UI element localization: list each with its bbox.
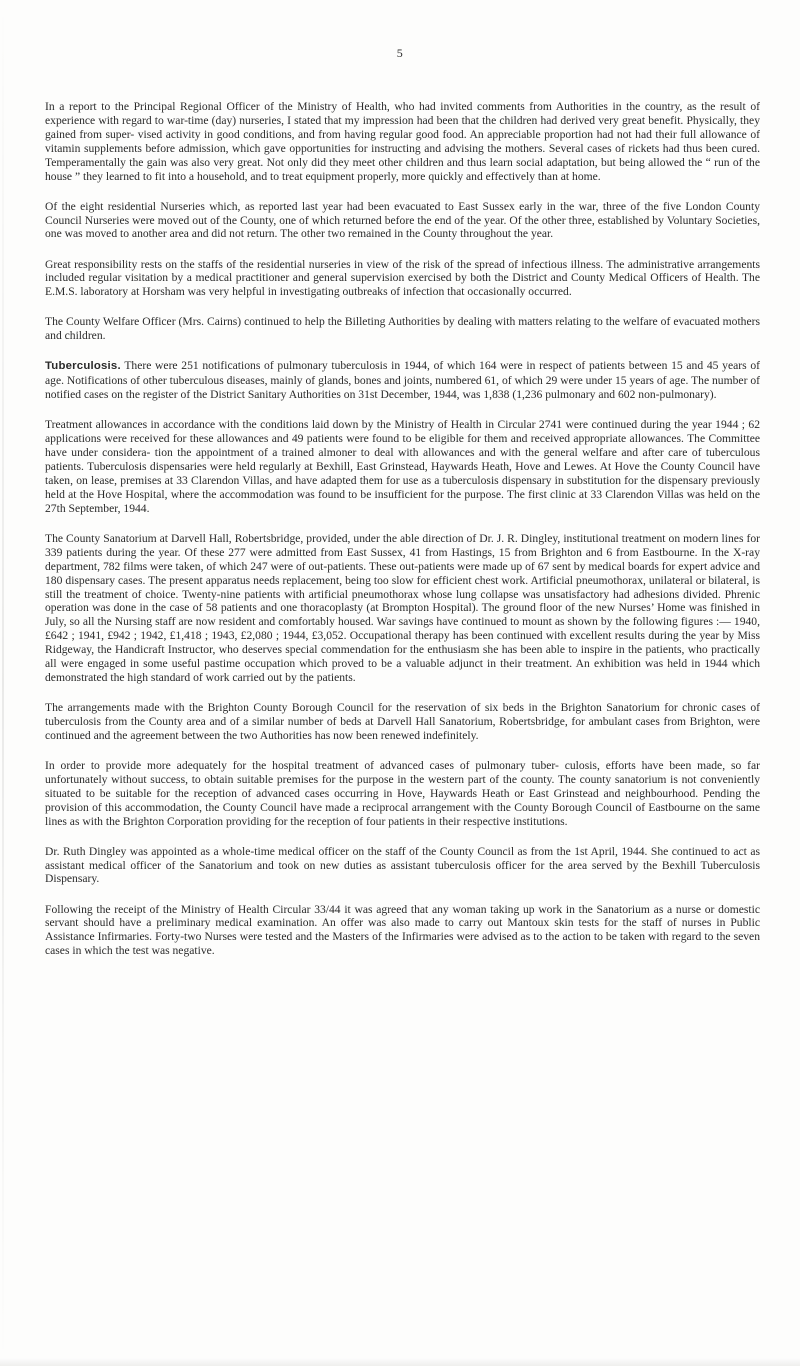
section-heading-tuberculosis: Tuberculosis. <box>45 360 121 373</box>
paragraph-circular-33-44: Following the receipt of the Ministry of Health Circular 33/44 it was agreed that any woman taking up work in the Sanatorium as a nurse or domestic servant should have a preliminary medical examination. An offer was also made to carry out Mantoux skin tests for the staff of nurses in Public Assistance Infirmaries. Forty-two Nurses were tested and the Masters of the Infirmaries were advised as to the action to be taken with regard to the seven cases in which the test was negative. <box>45 902 760 958</box>
paragraph-brighton-arrangements: The arrangements made with the Brighton County Borough Council for the reservation of six beds in the Brighton Sanatorium for chronic cases of tuberculosis from the County area and of a similar number of beds at Darvell Hall Sanatorium, Robertsbridge, for ambulant cases from Brighton, were continued and the agreement between the two Authorities has now been renewed indefinitely. <box>45 701 760 742</box>
scan-bottom-shadow <box>0 1358 800 1366</box>
page-number: 5 <box>396 46 404 60</box>
paragraph-tuberculosis-text: There were 251 notifications of pulmonary tuberculosis in 1944, of which 164 were in respect of patients between 15 and 45 years of age. Notifications of other tuberculous diseases, mainly of glands, bones and joints, numbered 61, of which 29 were under 15 years of age. The number of notified cases on the register of the District Sanitary Authorities on 31st December, 1944, was 1,838 (1,236 pulmonary and 602 non-pulmonary). <box>45 359 760 402</box>
paragraph-infectious-illness: Great responsibility rests on the staffs of the residential nurseries in view of the risk of the spread of infectious illness. The administrative arrangements included regular visitation by a medical practitioner and general supervision exercised by both the District and County Medical Officers of Health. The E.M.S. laboratory at Horsham was very helpful in investigating outbreaks of infection that occasionally occurred. <box>45 257 760 299</box>
paragraph-welfare-officer: The County Welfare Officer (Mrs. Cairns) continued to help the Billeting Authorities by dealing with matters relating to the welfare of evacuated mothers and children. <box>45 315 760 343</box>
scan-edge-shadow <box>2 0 4 1366</box>
paragraph-residential-nurseries: Of the eight residential Nurseries which, as reported last year had been evacuated to East Sussex early in the war, three of the five London County Council Nurseries were moved out of the County, one of which returned before the end of the year. Of the other three, established by Voluntary Societies, one was moved to another area and did not return. The other two remained in the County throughout the year. <box>45 199 760 241</box>
body-text <box>45 100 760 974</box>
paragraph-treatment-allowances: Treatment allowances in accordance with the conditions laid down by the Ministry of Health in Circular 2741 were continued during the year 1944 ; 62 applications were received for these allowances and 49 patients were found to be eligible for them and received appropriate allowances. The Committee have under considera- tion the appointment of a trained almoner to deal with allowances and with the general welfare and after care of tuberculous patients. Tuberculosis dispensaries were held regularly at Bexhill, East Grinstead, Haywards Heath, Hove and Lewes. At Hove the County Council have taken, on lease, premises at 33 Clarendon Villas, and have adapted them for use as a tuberculosis dispensary in substitution for the dispensary previously held at the Hove Hospital, where the accommodation was found to be insufficient for the purpose. The first clinic at 33 Clarendon Villas was held on the 27th September, 1944. <box>45 418 760 515</box>
paragraph-tuberculosis-notifications <box>45 359 760 402</box>
paragraph-advanced-cases: In order to provide more adequately for the hospital treatment of advanced cases of pulmonary tuber- culosis, efforts have been made, so far unfortunately without success, to obtain suitable premises for the purpose in the western part of the county. The county sanatorium is not conveniently situated to be suitable for the reception of advanced cases occurring in Hove, Haywards Heath or East Grinstead and neighbourhood. Pending the provision of this accommodation, the County Council have made a reciprocal arrangement with the County Borough Council of Eastbourne on the same lines as with the Brighton Corporation providing for the reception of four patients in their respective institutions. <box>45 758 760 828</box>
paragraph-dr-ruth-dingley: Dr. Ruth Dingley was appointed as a whole-time medical officer on the staff of the County Council as from the 1st April, 1944. She continued to act as assistant medical officer of the Sanatorium and took on new duties as assistant tuberculosis officer for the area served by the Bexhill Tuberculosis Dispensary. <box>45 844 760 886</box>
paragraph-war-time-nurseries: In a report to the Principal Regional Officer of the Ministry of Health, who had invited comments from Authorities in the country, as the result of experience with regard to war-time (day) nurseries, I stated that my impression had been that the children had derived very great benefit. Physically, they gained from super- vised activity in good conditions, and from having regular good food. An appreciable proportion had not had their full allowance of vitamin supplements before admission, which gave opportunities for instructing and advising the mothers. Several cases of rickets had thus been cured. Temperamentally the gain was also very great. Not only did they meet other children and thus learn social adaptation, but being allowed the “ run of the house ” they learned to fit into a household, and to treat equipment properly, more quickly and effectively than at home. <box>45 100 760 183</box>
paragraph-county-sanatorium: The County Sanatorium at Darvell Hall, Robertsbridge, provided, under the able direction of Dr. J. R. Dingley, institutional treatment on modern lines for 339 patients during the year. Of these 277 were admitted from East Sussex, 41 from Hastings, 15 from Brighton and 6 from Eastbourne. In the X-ray department, 782 films were taken, of which 247 were of out-patients. These out-patients were made up of 67 sent by medical boards for expert advice and 180 dispensary cases. The present apparatus needs replacement, being too slow for efficient chest work. Artificial pneumothorax, unilateral or bilateral, is still the treatment of choice. Twenty-nine patients with artificial pneumothorax whose lung collapse was unsatisfactory had adhesions divided. Phrenic operation was done in the case of 58 patients and one thoracoplasty (at Brompton Hospital). The ground floor of the new Nurses’ Home was finished in July, so all the Nursing staff are now resident and comfortably housed. War savings have continued to mount as shown by the following figures :— 1940, £642 ; 1941, £942 ; 1942, £1,418 ; 1943, £2,080 ; 1944, £3,052. Occupational therapy has been continued with excellent results during the year by Miss Ridgeway, the Handicraft Instructor, who deserves special commendation for the enthusiasm she has been able to inspire in the patients, who practically all were engaged in some useful pastime occupation which proved to be a valuable adjunct in their treatment. An exhibition was held in 1944 which demonstrated the high standard of work carried out by the patients. <box>45 531 760 684</box>
